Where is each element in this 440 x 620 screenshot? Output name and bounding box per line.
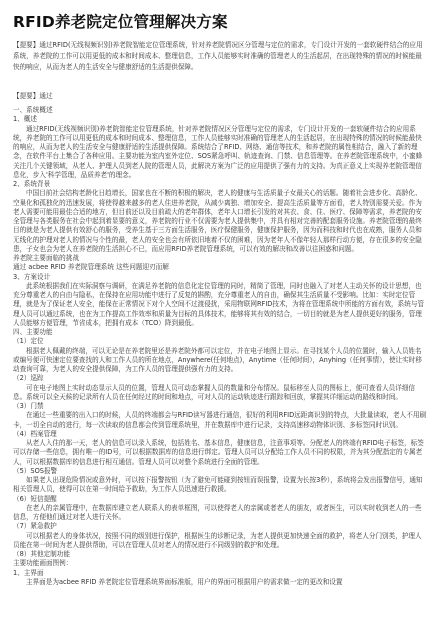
section-heading: 养老院主要面临的挑战 <box>13 254 79 262</box>
body-paragraph: 主界面是为acbee RFID 养老院定位管理系统界面标准版，用户的界面可根据用户的需求做一定的更改和设置 <box>26 577 343 586</box>
document-body <box>13 106 427 587</box>
body-paragraph: 在老人的亲属管理中，在数据库建立老人联系人的表单框图，可以使得老人的亲属或者老人的朋友，或者医生，可以实时收到老人的一些信息，方便他们通过对老人进行关怀。 <box>13 503 422 521</box>
body-paragraph: 通过RFID(无线视频识别)养老院智能定位管理系统，针对养老院情况区分管理与定位的需求，专门设计开发的一套软硬件结合的应用系统，养老院的工作可以用更低的成本和时间成本、整理信息，工作人员能够实时准确的管理老人的生活起居，在出现特殊的情况的时候能最快的响应，从而为老人的生活安全与健康舒适的生活提供保障。系统结合了RFID、网络、通信等技术，和养老院的属性相结合，融入了新的理念，在软件平台上集合了各种应用。主要功能为室内室外定位、SOS紧急呼叫、轨迹查询、门禁、信息管理等。在养老院管理系统中，小蜜蜂关注几个关键领域，从老人、护理人员到老人院的管理人员，此解决方案为广泛的应用提供了强有力的支持。为真正意义上实现养老院管理信息化，步入'科学管理，品质养老'的理念。 <box>13 124 423 179</box>
section-heading: 四、主要功能 <box>13 328 53 336</box>
section-heading: （3）门禁 <box>13 402 44 410</box>
section-heading: （5）SOS报警 <box>13 466 58 475</box>
body-paragraph: 根据老人佩戴的终端，可以无论是在养老院里还是养老院外都可以定位，并在电子地图上显示。在寻找某个人员的位置时，输入人员姓名或编号便可快速定位要查找的人和工作人员的所在地点，Anywhere(任何地点)，Anytime（任何时间），Anyhing（任何事情），使让实时移动查询可靠，为老人的安全提供保障，为工作人员的管理提供强有力的支持。 <box>13 346 422 373</box>
section-heading: 主要功能画面图例： <box>13 559 73 568</box>
section-heading: （8）其他定制功能 <box>13 550 70 558</box>
summary-paragraph: 【提要】通过RFID(无线视频识别)养老院智能定位管理系统，针对养老院情况区分管理与定位的需求，专门设计开发的一套软硬件结合的应用系统，养老院的工作可以用更低的成本和时间成本、整理信息，工作人员能够实时准确的管理老人的生活起居，在出现特殊的情况的时候能最快的响应，从而为老人的生活安全与健康舒适的生活提供保障。 <box>13 41 423 71</box>
section-heading: 3、方案设计 <box>13 272 51 281</box>
body-paragraph: 可在电子地图上实时动态显示人员的位置，管理人员可动态掌握人员的数量和分布情况。鼠标移至人员的图标上，便可查看人员详细信息。系统可以全天候的记录所有人员在任何经过的时间和地点，可对人员的运动轨迹进行跟踪和回放，掌握其详细运动的路线和时间。 <box>13 383 416 401</box>
section-heading: （4）档案管理 <box>13 429 57 438</box>
section-heading: 1、概述 <box>13 115 37 124</box>
section-heading: （1）定位 <box>13 337 44 346</box>
section-heading: （6）短信提醒 <box>13 494 57 503</box>
section-heading: 通过 acbee RFID 养老院管理系统 这些问题迎刃而解 <box>13 263 169 272</box>
keywords-line: 【提要】通过 <box>13 92 53 100</box>
section-heading: 一、系统概述 <box>13 106 53 114</box>
body-paragraph: 此系统根据我们在实际洞察与调研，在满足养老院的信息化定位管理的同时，精简了管理，同时也融入了对老人主动关怀的设计思想，也充分尊重老人的自由与隐私，在保持在应用功能中进行了反复的斟酌，充分尊重老人的自由，确保其生活质量不受影响。比如：实时定位管理，就是为了保证老人安全，能保在正常情况下对个人空间不过渡侵扰，采用物联网RFID技术，为将在管理系统中所能的方面有效，系统与管理人员可以通过系统，也在为工作提高工作效率和质量为目标的具体技术，能够将其有效的结合，一切目的就是为老人提供更好的服务，管理人员能够方便管理，节省成本，把拥有成本（TCO）降到最低。 <box>13 281 425 327</box>
section-heading: （2）巡踪 <box>13 374 44 383</box>
body-paragraph: 中国目前社会结构老龄化日趋增长，国家也在不断的积极的解决，老人的健康与生活质量子女最关心的话题。随着社会进步化、高龄化、空巢化和孤独化的迅速发展，将使得越来越多的老人住进养老院，从减少离独、增加安全、提高生活质量等方面看，老人特别需要关爱。作为老人需要可能用最佳合适的地方，但目前还以及目前疏大的老年群体，老年人口增长引发的对其衣、食、住、医疗、保障等需求，养老院的安全管理与各类服务在社会中起到着显要的意义，养老院的行业不仅需要为老人提供集中，并具有相对完善的配套服务设施。养老院管理的最终目的就是为老人提供有效舒心的服务，受养生基于三方面生活服务，医疗保健服务，健康保护服务，因为而科技和时代也在成熟，服务人员和无线化的护理对老人的情况与个性的最，老人的安全也会有所依旧地着不仅的困难，因为老年人不像年轻人那样行动方便，存在很多的安全隐患，子女也会为老人在养老院的生活担心不已，而应用RFID养老院管理系统，可以有效的解决和改善以往困惑和问题。 <box>13 189 422 253</box>
body-paragraph: 在通过一些重要的出入口的时候，人员的终端都会与RFID读写器进行通信，很好的利用RFID远距离识别的特点，大批量读取，老人不用刷卡，一切全自动的进行，每一次读取的信息都会传到管理系统里，并在数据库中进行记录，支持高速移动物体识别、多标签同时识别。 <box>13 411 427 429</box>
body-paragraph: 从老人入住的那一天，老人的信息可以录入系统，包括姓名、基本信息，健康信息，注意事项等。分配老人的终端有RFID电子标签，标签可以存储一些信息，拥有唯一的ID号，可以根据数据库的信息进行绑定。管理人员可以分配给工作人员不同的权限，并为其分配指定的专属老人，可以根据数据库的信息进行相互通信。管理人员可以对整个系统进行全面的管理。 <box>13 439 424 466</box>
section-heading: 1、主界面 <box>13 568 44 577</box>
document-title: RFID养老院定位管理解决方案 <box>13 13 228 31</box>
body-paragraph: 可以根据老人的身体状况，按照不同的级别进行保护，根据医生的诊断记录，为老人提供更加快速全面的救护，将老人分门别类，护理人员能在第一时间为老人提供帮助，可以在管理人员对老人的情况进行不同级别的救护和处理。 <box>13 531 422 549</box>
section-heading: （7）紧急救护 <box>13 522 57 531</box>
section-heading: 2、系统背景 <box>13 180 51 188</box>
body-paragraph: 如果老人出现危险情况或意外时，可以按下报警按钮（为了避免可能碰到按钮而误报警，设置为长按3秒），系统将会发出报警信号，通知相关管理人员，使得可以在第一时间给予救助，为工作人员迅速进行救援。 <box>13 476 423 494</box>
